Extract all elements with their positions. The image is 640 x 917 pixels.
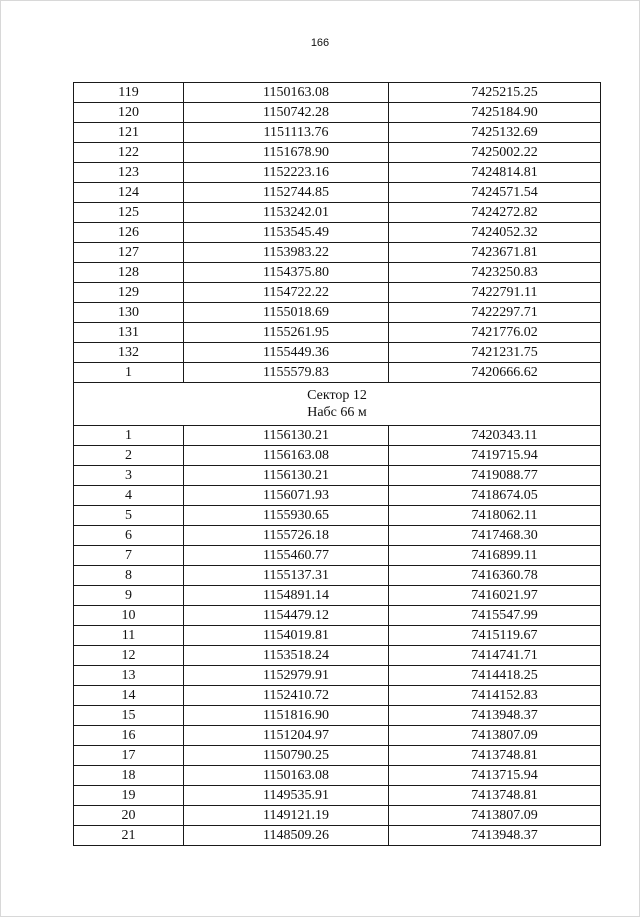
x-coordinate-cell (184, 766, 389, 786)
y-coordinate-text: 7421776.02 (471, 325, 538, 340)
point-number-text: 19 (121, 788, 136, 803)
point-number-cell (74, 646, 184, 666)
y-coordinate-text: 7424272.82 (471, 205, 538, 220)
point-number-text: 122 (118, 145, 139, 160)
point-number-text: 3 (125, 468, 132, 483)
point-number-text: 119 (118, 85, 139, 100)
x-coordinate-cell (184, 343, 389, 363)
y-coordinate-cell (389, 426, 601, 446)
y-coordinate-cell (389, 263, 601, 283)
point-number-cell (74, 323, 184, 343)
x-coordinate-cell (184, 726, 389, 746)
y-coordinate-text: 7424571.54 (471, 185, 538, 200)
x-coordinate-text: 1155930.65 (263, 508, 329, 523)
point-number-text: 120 (118, 105, 139, 120)
y-coordinate-text: 7414152.83 (471, 688, 538, 703)
point-number-text: 130 (118, 305, 139, 320)
point-number-text: 126 (118, 225, 139, 240)
x-coordinate-cell (184, 606, 389, 626)
y-coordinate-cell (389, 466, 601, 486)
coordinates-table (73, 82, 601, 846)
x-coordinate-text: 1155460.77 (263, 548, 329, 563)
x-coordinate-cell (184, 686, 389, 706)
y-coordinate-cell (389, 666, 601, 686)
point-number-cell (74, 606, 184, 626)
table-row (74, 223, 601, 243)
x-coordinate-text: 1155261.95 (263, 325, 329, 340)
point-number-cell (74, 263, 184, 283)
point-number-cell (74, 546, 184, 566)
y-coordinate-cell (389, 766, 601, 786)
page-number: 166 (310, 37, 330, 49)
table-row (74, 666, 601, 686)
point-number-cell (74, 163, 184, 183)
x-coordinate-cell (184, 103, 389, 123)
x-coordinate-text: 1153518.24 (263, 648, 329, 663)
y-coordinate-cell (389, 83, 601, 103)
y-coordinate-text: 7424814.81 (471, 165, 538, 180)
y-coordinate-text: 7415119.67 (471, 628, 538, 643)
x-coordinate-cell (184, 586, 389, 606)
table-row (74, 546, 601, 566)
y-coordinate-text: 7420666.62 (471, 365, 538, 380)
point-number-text: 9 (125, 588, 132, 603)
table-row (74, 826, 601, 846)
x-coordinate-text: 1152410.72 (263, 688, 329, 703)
table-row (74, 283, 601, 303)
x-coordinate-text: 1154375.80 (263, 265, 329, 280)
point-number-text: 21 (121, 828, 136, 843)
y-coordinate-cell (389, 786, 601, 806)
table-row (74, 506, 601, 526)
y-coordinate-cell (389, 686, 601, 706)
x-coordinate-text: 1152979.91 (263, 668, 329, 683)
table-row (74, 606, 601, 626)
y-coordinate-cell (389, 566, 601, 586)
point-number-text: 10 (121, 608, 136, 623)
point-number-cell (74, 806, 184, 826)
point-number-text: 124 (118, 185, 139, 200)
x-coordinate-text: 1148509.26 (263, 828, 329, 843)
x-coordinate-text: 1149535.91 (263, 788, 329, 803)
point-number-text: 123 (118, 165, 139, 180)
point-number-text: 6 (125, 528, 132, 543)
x-coordinate-text: 1156130.21 (263, 468, 329, 483)
y-coordinate-text: 7423671.81 (471, 245, 538, 260)
y-coordinate-cell (389, 143, 601, 163)
table-row (74, 706, 601, 726)
y-coordinate-text: 7425132.69 (471, 125, 538, 140)
x-coordinate-text: 1156071.93 (263, 488, 329, 503)
point-number-cell (74, 283, 184, 303)
y-coordinate-cell (389, 343, 601, 363)
point-number-cell (74, 666, 184, 686)
y-coordinate-cell (389, 303, 601, 323)
y-coordinate-cell (389, 103, 601, 123)
y-coordinate-text: 7425184.90 (471, 105, 538, 120)
x-coordinate-text: 1156163.08 (263, 448, 329, 463)
table-row (74, 786, 601, 806)
y-coordinate-text: 7422297.71 (471, 305, 538, 320)
point-number-cell (74, 586, 184, 606)
x-coordinate-text: 1155137.31 (263, 568, 329, 583)
point-number-text: 132 (118, 345, 139, 360)
y-coordinate-text: 7419715.94 (471, 448, 538, 463)
x-coordinate-text: 1155726.18 (263, 528, 329, 543)
table-row (74, 103, 601, 123)
x-coordinate-text: 1151204.97 (263, 728, 329, 743)
x-coordinate-text: 1154479.12 (263, 608, 329, 623)
table-row (74, 646, 601, 666)
y-coordinate-text: 7413807.09 (471, 808, 538, 823)
x-coordinate-cell (184, 163, 389, 183)
point-number-cell (74, 343, 184, 363)
y-coordinate-cell (389, 826, 601, 846)
x-coordinate-text: 1154891.14 (263, 588, 329, 603)
y-coordinate-cell (389, 506, 601, 526)
x-coordinate-cell (184, 786, 389, 806)
point-number-cell (74, 243, 184, 263)
point-number-cell (74, 303, 184, 323)
y-coordinate-cell (389, 446, 601, 466)
table-row (74, 526, 601, 546)
x-coordinate-cell (184, 666, 389, 686)
table-row (74, 806, 601, 826)
y-coordinate-cell (389, 806, 601, 826)
y-coordinate-text: 7413748.81 (471, 788, 538, 803)
table-row (74, 446, 601, 466)
table-row (74, 83, 601, 103)
y-coordinate-cell (389, 163, 601, 183)
point-number-text: 1 (125, 365, 132, 380)
point-number-text: 7 (125, 548, 132, 563)
section-title: Сектор 12 (307, 388, 367, 403)
table-row (74, 686, 601, 706)
point-number-cell (74, 526, 184, 546)
y-coordinate-text: 7420343.11 (471, 428, 538, 443)
point-number-text: 125 (118, 205, 139, 220)
y-coordinate-cell (389, 486, 601, 506)
x-coordinate-cell (184, 646, 389, 666)
x-coordinate-text: 1151678.90 (263, 145, 329, 160)
table-row (74, 566, 601, 586)
y-coordinate-text: 7425215.25 (471, 85, 538, 100)
y-coordinate-cell (389, 526, 601, 546)
point-number-text: 12 (121, 648, 136, 663)
point-number-text: 5 (125, 508, 132, 523)
point-number-cell (74, 626, 184, 646)
x-coordinate-cell (184, 546, 389, 566)
x-coordinate-text: 1154019.81 (263, 628, 329, 643)
point-number-cell (74, 706, 184, 726)
x-coordinate-cell (184, 466, 389, 486)
x-coordinate-cell (184, 223, 389, 243)
y-coordinate-cell (389, 706, 601, 726)
y-coordinate-cell (389, 243, 601, 263)
x-coordinate-cell (184, 486, 389, 506)
y-coordinate-text: 7413948.37 (471, 708, 538, 723)
section-cell (74, 383, 601, 426)
x-coordinate-text: 1149121.19 (263, 808, 329, 823)
x-coordinate-text: 1153242.01 (263, 205, 329, 220)
point-number-cell (74, 446, 184, 466)
x-coordinate-cell (184, 746, 389, 766)
y-coordinate-cell (389, 183, 601, 203)
y-coordinate-text: 7421231.75 (471, 345, 538, 360)
point-number-cell (74, 726, 184, 746)
point-number-text: 127 (118, 245, 139, 260)
y-coordinate-text: 7418674.05 (471, 488, 538, 503)
y-coordinate-cell (389, 223, 601, 243)
y-coordinate-cell (389, 283, 601, 303)
section-row (74, 383, 601, 426)
x-coordinate-cell (184, 203, 389, 223)
x-coordinate-text: 1150742.28 (263, 105, 329, 120)
y-coordinate-cell (389, 606, 601, 626)
y-coordinate-cell (389, 586, 601, 606)
x-coordinate-text: 1150163.08 (263, 85, 329, 100)
point-number-text: 131 (118, 325, 139, 340)
table-row (74, 766, 601, 786)
x-coordinate-text: 1155579.83 (263, 365, 329, 380)
point-number-text: 129 (118, 285, 139, 300)
y-coordinate-text: 7419088.77 (471, 468, 538, 483)
point-number-text: 4 (125, 488, 132, 503)
point-number-text: 121 (118, 125, 139, 140)
table-row (74, 363, 601, 383)
table-row (74, 203, 601, 223)
section-header (74, 383, 601, 426)
y-coordinate-text: 7413948.37 (471, 828, 538, 843)
x-coordinate-cell (184, 526, 389, 546)
table-row (74, 123, 601, 143)
table-row (74, 243, 601, 263)
x-coordinate-cell (184, 323, 389, 343)
y-coordinate-text: 7418062.11 (471, 508, 538, 523)
x-coordinate-cell (184, 446, 389, 466)
table-row (74, 586, 601, 606)
table-row (74, 426, 601, 446)
x-coordinate-cell (184, 506, 389, 526)
x-coordinate-cell (184, 143, 389, 163)
table-row (74, 323, 601, 343)
y-coordinate-text: 7413807.09 (471, 728, 538, 743)
point-number-cell (74, 746, 184, 766)
x-coordinate-cell (184, 263, 389, 283)
x-coordinate-cell (184, 303, 389, 323)
point-number-cell (74, 123, 184, 143)
point-number-text: 18 (121, 768, 136, 783)
y-coordinate-text: 7422791.11 (471, 285, 538, 300)
y-coordinate-text: 7417468.30 (471, 528, 538, 543)
point-number-cell (74, 143, 184, 163)
y-coordinate-cell (389, 746, 601, 766)
y-coordinate-text: 7416360.78 (471, 568, 538, 583)
point-number-text: 20 (121, 808, 136, 823)
x-coordinate-text: 1155018.69 (263, 305, 329, 320)
table-row (74, 343, 601, 363)
y-coordinate-cell (389, 626, 601, 646)
point-number-cell (74, 363, 184, 383)
table-row (74, 466, 601, 486)
x-coordinate-cell (184, 626, 389, 646)
x-coordinate-text: 1152744.85 (263, 185, 329, 200)
point-number-cell (74, 506, 184, 526)
point-number-cell (74, 426, 184, 446)
point-number-cell (74, 103, 184, 123)
x-coordinate-cell (184, 826, 389, 846)
y-coordinate-text: 7423250.83 (471, 265, 538, 280)
x-coordinate-text: 1156130.21 (263, 428, 329, 443)
y-coordinate-text: 7416021.97 (471, 588, 538, 603)
y-coordinate-cell (389, 646, 601, 666)
point-number-text: 8 (125, 568, 132, 583)
point-number-text: 15 (121, 708, 136, 723)
point-number-cell (74, 223, 184, 243)
x-coordinate-cell (184, 243, 389, 263)
point-number-text: 14 (121, 688, 136, 703)
table-row (74, 726, 601, 746)
table-row (74, 486, 601, 506)
point-number-cell (74, 786, 184, 806)
y-coordinate-text: 7414418.25 (471, 668, 538, 683)
table-row (74, 143, 601, 163)
point-number-cell (74, 183, 184, 203)
table-row (74, 303, 601, 323)
y-coordinate-text: 7414741.71 (471, 648, 538, 663)
x-coordinate-cell (184, 426, 389, 446)
x-coordinate-text: 1155449.36 (263, 345, 329, 360)
x-coordinate-cell (184, 183, 389, 203)
table-row (74, 163, 601, 183)
table-row (74, 626, 601, 646)
x-coordinate-text: 1152223.16 (263, 165, 329, 180)
y-coordinate-text: 7424052.32 (471, 225, 538, 240)
x-coordinate-text: 1151113.76 (263, 125, 329, 140)
y-coordinate-cell (389, 363, 601, 383)
point-number-text: 2 (125, 448, 132, 463)
table-body-bottom (74, 426, 601, 846)
x-coordinate-text: 1154722.22 (263, 285, 329, 300)
point-number-cell (74, 466, 184, 486)
point-number-cell (74, 686, 184, 706)
y-coordinate-cell (389, 123, 601, 143)
y-coordinate-text: 7413748.81 (471, 748, 538, 763)
point-number-text: 1 (125, 428, 132, 443)
y-coordinate-text: 7415547.99 (471, 608, 538, 623)
y-coordinate-cell (389, 203, 601, 223)
x-coordinate-cell (184, 283, 389, 303)
y-coordinate-text: 7413715.94 (471, 768, 538, 783)
point-number-text: 13 (121, 668, 136, 683)
x-coordinate-cell (184, 566, 389, 586)
x-coordinate-cell (184, 123, 389, 143)
x-coordinate-cell (184, 806, 389, 826)
point-number-text: 128 (118, 265, 139, 280)
x-coordinate-text: 1150790.25 (263, 748, 329, 763)
table-row (74, 183, 601, 203)
x-coordinate-text: 1150163.08 (263, 768, 329, 783)
point-number-text: 16 (121, 728, 136, 743)
point-number-cell (74, 766, 184, 786)
point-number-text: 11 (121, 628, 136, 643)
x-coordinate-text: 1151816.90 (263, 708, 329, 723)
x-coordinate-text: 1153983.22 (263, 245, 329, 260)
x-coordinate-text: 1153545.49 (263, 225, 329, 240)
point-number-cell (74, 486, 184, 506)
y-coordinate-cell (389, 726, 601, 746)
table-body-top (74, 83, 601, 383)
point-number-cell (74, 203, 184, 223)
section-subtitle: Набс 66 м (307, 405, 367, 420)
table-row (74, 746, 601, 766)
x-coordinate-cell (184, 83, 389, 103)
y-coordinate-text: 7425002.22 (471, 145, 538, 160)
y-coordinate-cell (389, 323, 601, 343)
x-coordinate-cell (184, 706, 389, 726)
table-row (74, 263, 601, 283)
point-number-cell (74, 826, 184, 846)
x-coordinate-cell (184, 363, 389, 383)
y-coordinate-text: 7416899.11 (471, 548, 538, 563)
point-number-text: 17 (121, 748, 136, 763)
y-coordinate-cell (389, 546, 601, 566)
point-number-cell (74, 566, 184, 586)
point-number-cell (74, 83, 184, 103)
